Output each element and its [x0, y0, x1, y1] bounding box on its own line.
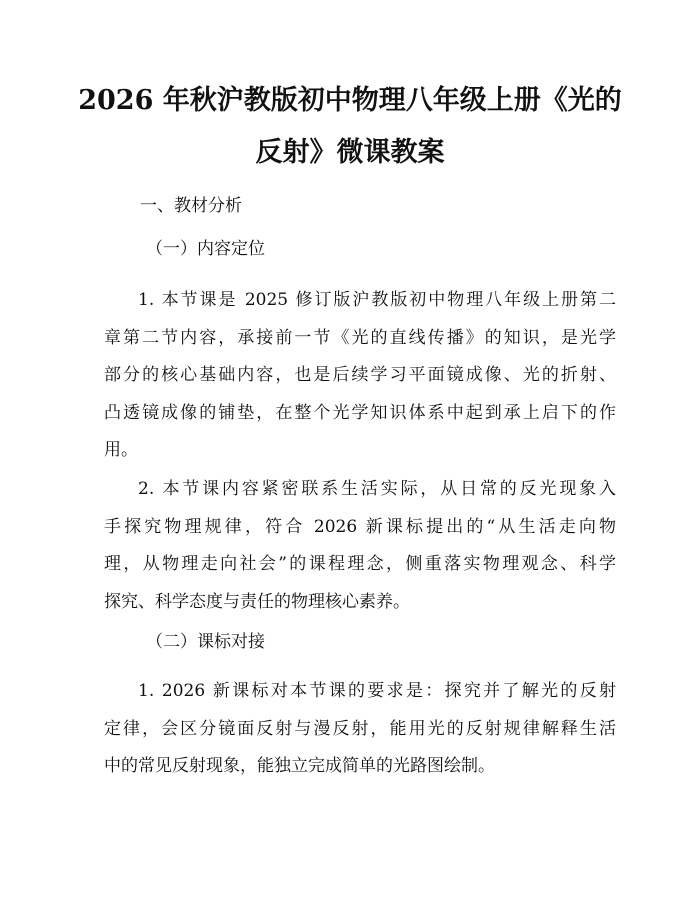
- paragraph-line: 用。: [104, 440, 138, 460]
- paragraph-line: 1. 2026 新课标对本节课的要求是：探究并了解光的反射: [138, 681, 616, 701]
- paragraph-line: 定律，会区分镜面反射与漫反射，能用光的反射规律解释生活: [104, 718, 616, 739]
- paragraph-line: 凸透镜成像的铺垫，在整个光学知识体系中起到承上启下的作: [104, 402, 616, 423]
- document-title-line-2: 反射》微课教案: [255, 137, 445, 168]
- paragraph-line: 1. 本节课是 2025 修订版沪教版初中物理八年级上册第二: [138, 290, 616, 310]
- subsection-heading-content-positioning: （一）内容定位: [146, 239, 265, 259]
- paragraph-line: 部分的核心基础内容，也是后续学习平面镜成像、光的折射、: [104, 365, 616, 385]
- paragraph-line: 中的常见反射现象，能独立完成简单的光路图绘制。: [104, 756, 495, 776]
- paragraph-line: 2. 本节课内容紧密联系生活实际，从日常的反光现象入: [138, 479, 616, 499]
- paragraph-line: 手探究物理规律，符合 2026 新课标提出的“从生活走向物: [104, 516, 616, 537]
- paragraph-content-positioning-1: [104, 282, 616, 470]
- paragraph-line: 理，从物理走向社会”的课程理念，侧重落实物理观念、科学: [104, 554, 616, 574]
- paragraph-content-positioning-2: [104, 471, 616, 621]
- section-heading-textbook-analysis: 一、教材分析: [140, 196, 242, 216]
- paragraph-line: 章第二节内容，承接前一节《光的直线传播》的知识，是光学: [104, 327, 616, 348]
- document-title-line-1: 2026 年秋沪教版初中物理八年级上册《光的: [78, 85, 622, 116]
- paragraph-line: 探究、科学态度与责任的物理核心素养。: [104, 591, 410, 612]
- paragraph-curriculum-alignment-1: [104, 673, 616, 786]
- subsection-heading-curriculum-alignment: （二）课标对接: [146, 632, 265, 652]
